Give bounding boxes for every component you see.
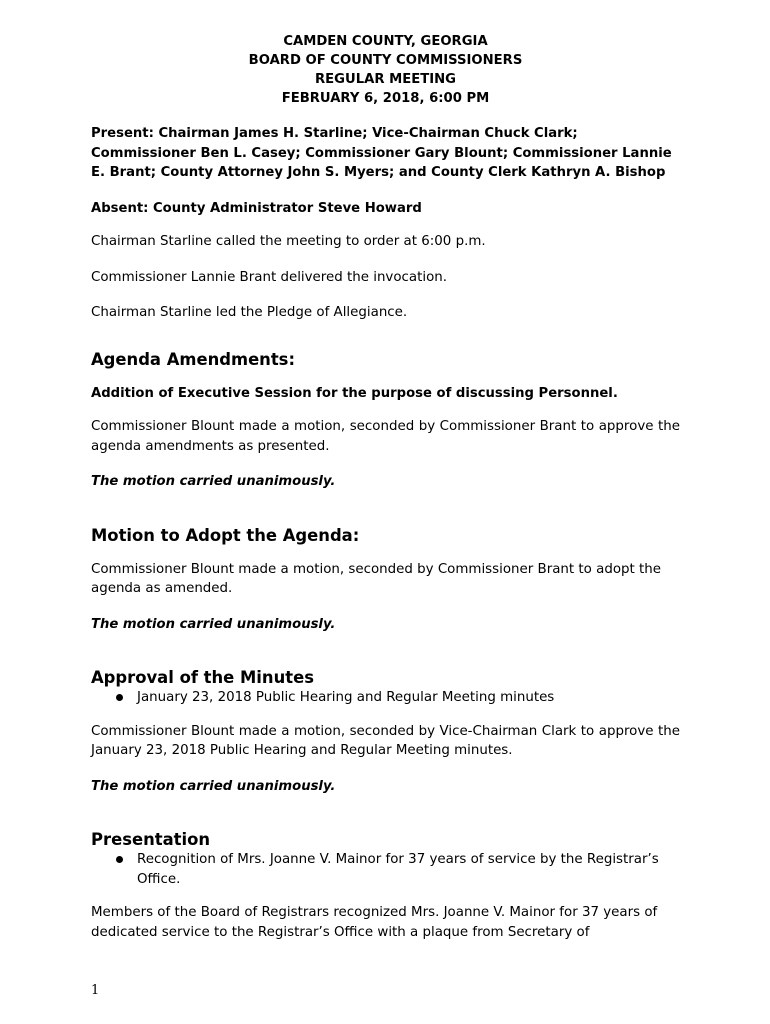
adopt-agenda-heading: Motion to Adopt the Agenda: (91, 525, 360, 545)
meeting-date: FEBRUARY 6, 2018, 6:00 PM (281, 91, 490, 106)
list-item (91, 850, 680, 889)
bullet-icon (116, 856, 123, 863)
presentation-bullet-text: Recognition of Mrs. Joanne V. Mainor for 37 years of service by the Registrar’s Office. (137, 852, 659, 887)
minutes-result: The motion carried unanimously. (91, 778, 336, 794)
absent-list: Absent: County Administrator Steve Howard (91, 200, 422, 216)
minutes-bullet-list (91, 688, 680, 708)
call-to-order: Chairman Starline called the meeting to order at 6:00 p.m. (91, 234, 486, 249)
document-header (91, 32, 680, 108)
adopt-agenda-motion: Commissioner Blount made a motion, seconded by Commissioner Brant to adopt the agenda as amended. (91, 561, 661, 596)
invocation: Commissioner Lannie Brant delivered the invocation. (91, 269, 448, 285)
board-title: BOARD OF COUNTY COMMISSIONERS (248, 53, 523, 68)
minutes-bullet-text: January 23, 2018 Public Hearing and Regular Meeting minutes (137, 690, 555, 705)
agenda-amendment-motion: Commissioner Blount made a motion, seconded by Commissioner Brant to approve the agenda amendments as presented. (91, 419, 680, 454)
presentation-text: Members of the Board of Registrars recognized Mrs. Joanne V. Mainor for 37 years of dedicated service to the Registrar’s Office with a plaque from Secretary of (91, 905, 658, 940)
presentation-heading: Presentation (91, 830, 211, 849)
present-list: Present: Chairman James H. Starline; Vice-Chairman Chuck Clark; Commissioner Ben L. Casey; Commissioner Gary Blount; Commissioner Lannie E. Brant; County Attorney John S. Myers; and County Clerk Kathryn A. Bishop (91, 126, 672, 180)
meeting-type: REGULAR MEETING (315, 72, 456, 87)
list-item (91, 688, 680, 708)
pledge: Chairman Starline led the Pledge of Allegiance. (91, 305, 408, 320)
page-number: 1 (91, 983, 100, 998)
minutes-motion: Commissioner Blount made a motion, seconded by Vice-Chairman Clark to approve the January 23, 2018 Public Hearing and Regular Meeting minutes. (91, 723, 680, 758)
minutes-page (91, 32, 680, 942)
county-title: CAMDEN COUNTY, GEORGIA (283, 34, 488, 49)
agenda-amendment-item: Addition of Executive Session for the purpose of discussing Personnel. (91, 385, 618, 401)
agenda-amendments-heading: Agenda Amendments: (91, 349, 295, 369)
adopt-agenda-result: The motion carried unanimously. (91, 616, 336, 632)
agenda-amendment-result: The motion carried unanimously. (91, 474, 336, 489)
presentation-bullet-list (91, 850, 680, 889)
bullet-icon (116, 694, 123, 701)
minutes-heading: Approval of the Minutes (91, 668, 314, 687)
